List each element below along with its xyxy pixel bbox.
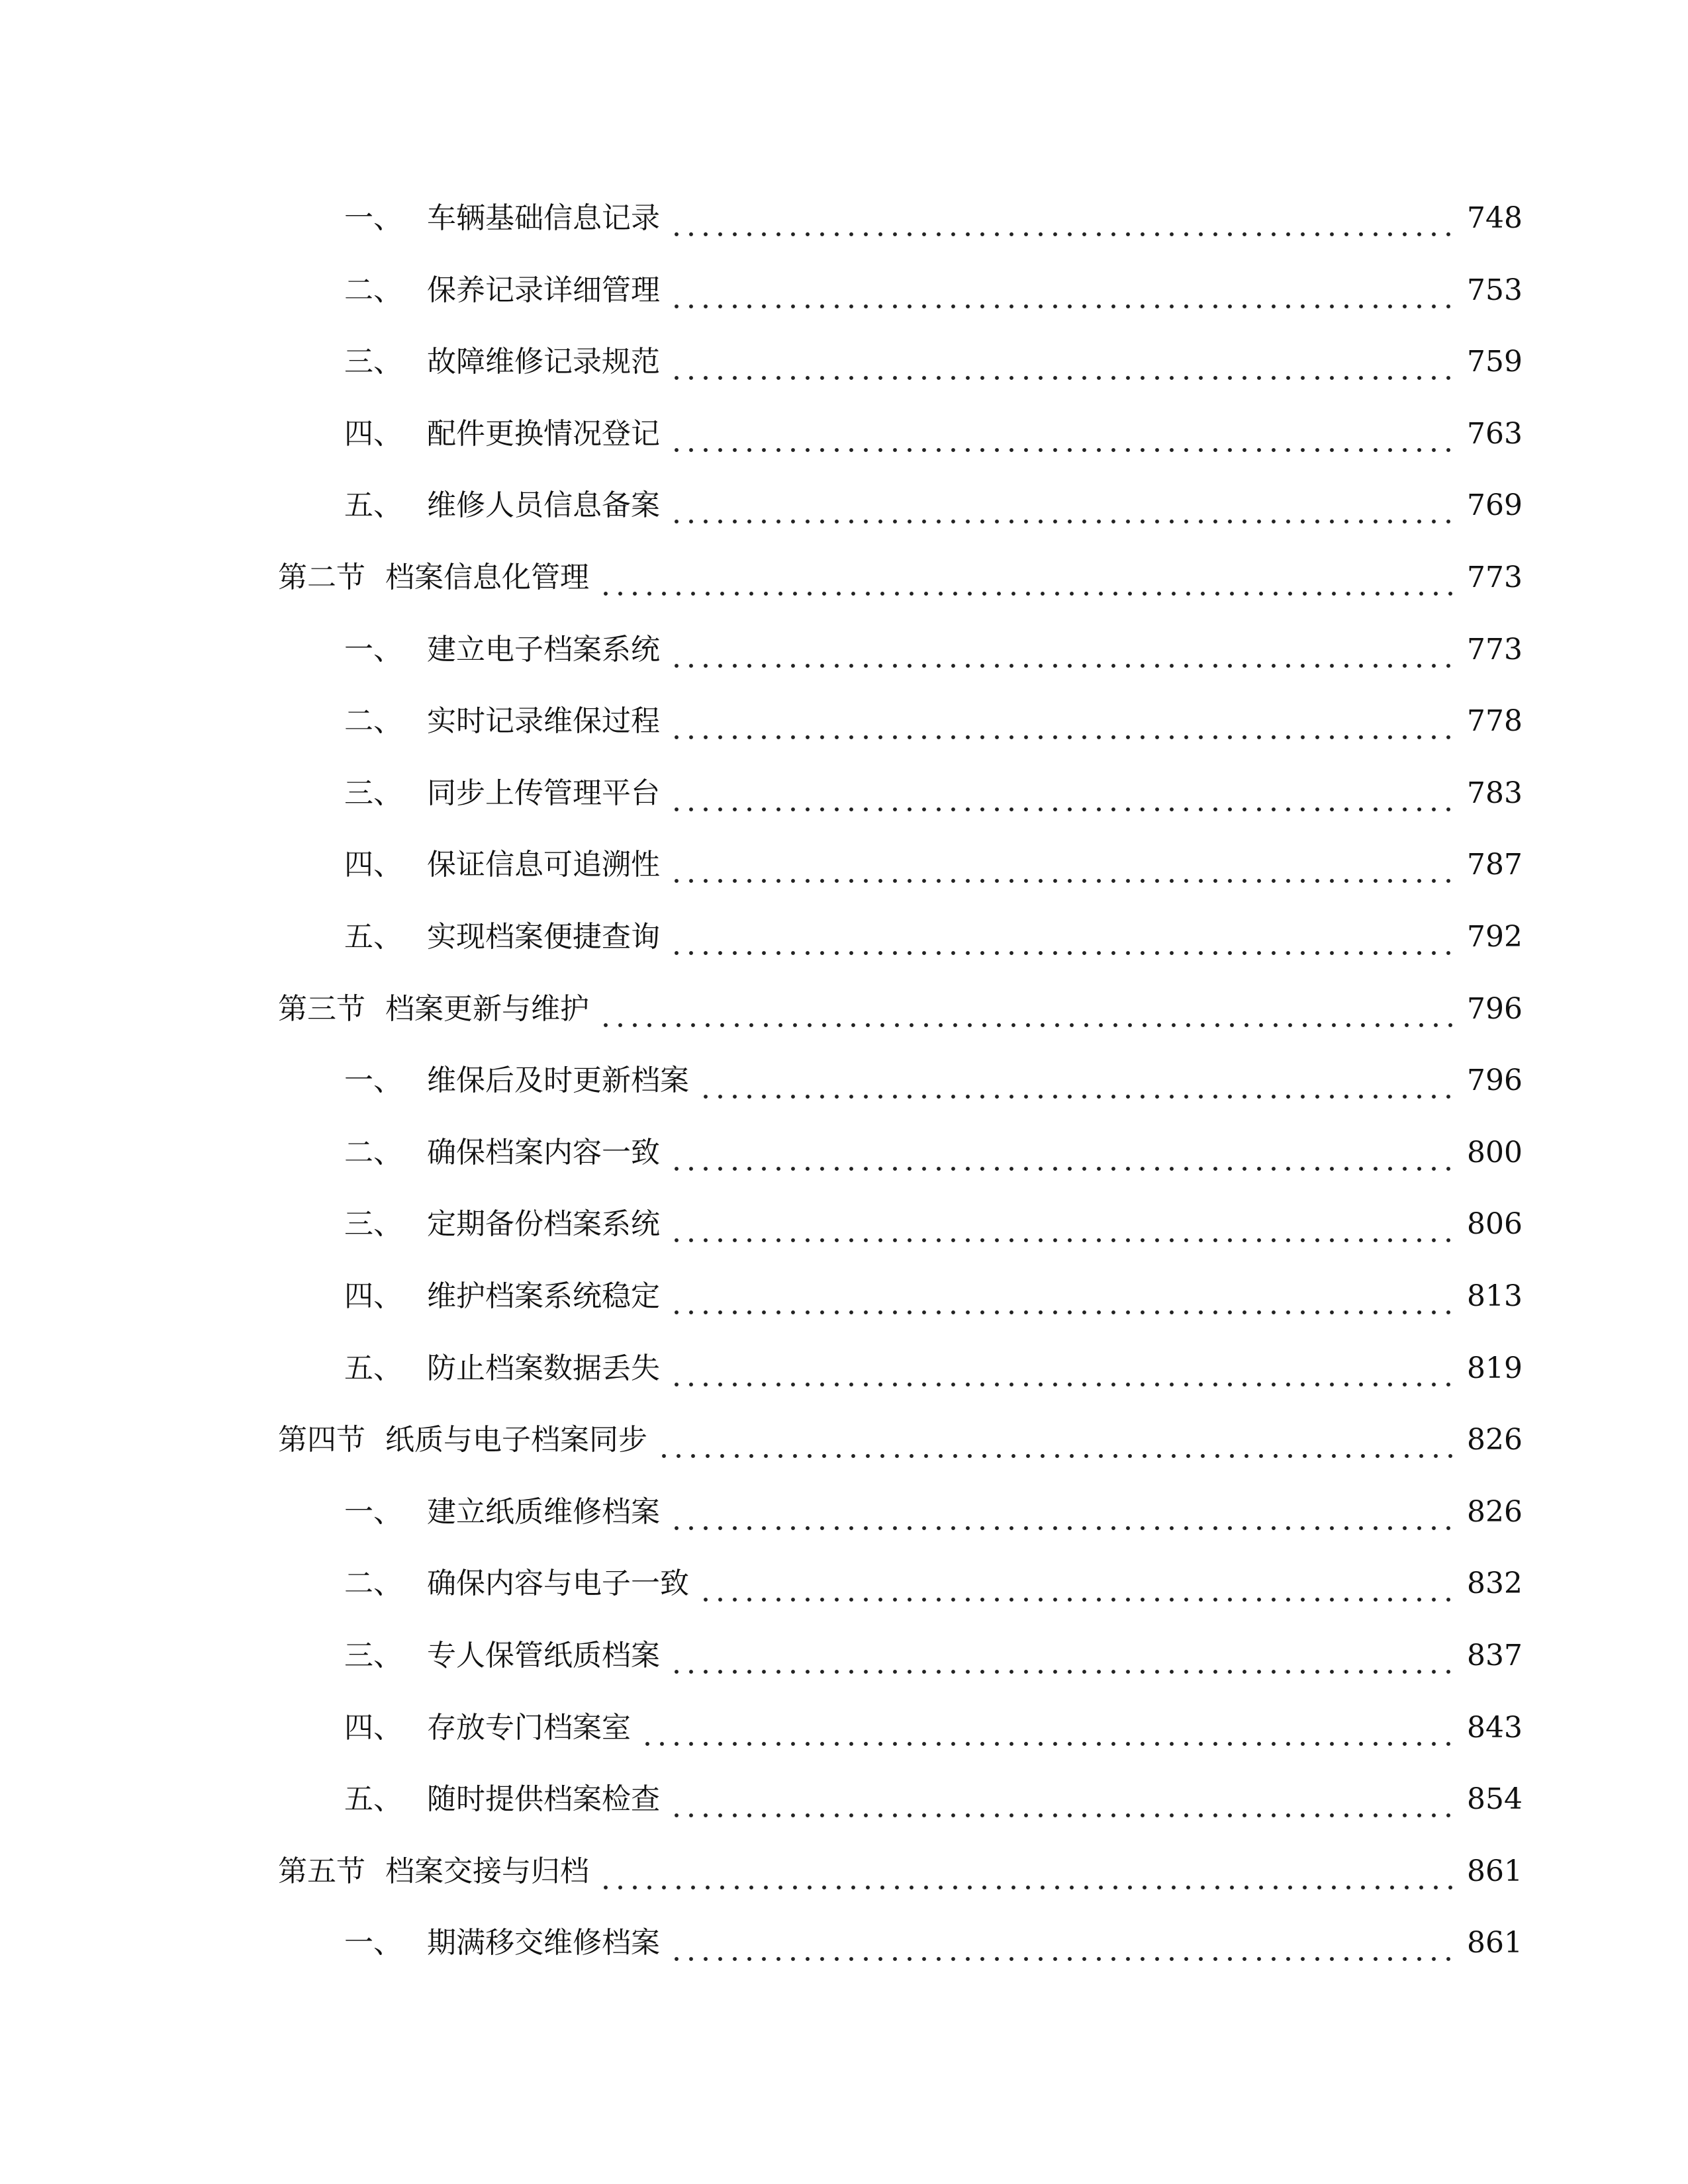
toc-entry-number: 四、 — [344, 416, 402, 451]
dot-leader — [640, 1705, 1455, 1751]
toc-subsection-entry[interactable] — [344, 1489, 1523, 1535]
toc-page-number: 748 — [1467, 201, 1523, 235]
toc-page-number: 800 — [1467, 1135, 1523, 1169]
toc-entry-number: 一、 — [344, 1494, 402, 1529]
toc-subsection-entry[interactable] — [344, 267, 1523, 314]
toc-section-entry[interactable] — [278, 1417, 1523, 1463]
dot-leader — [669, 1920, 1455, 1966]
toc-subsection-entry[interactable] — [344, 482, 1523, 529]
toc-entry-title: 确保档案内容一致 — [427, 1135, 660, 1169]
toc-page-number: 843 — [1467, 1710, 1523, 1745]
dot-leader — [598, 986, 1455, 1032]
toc-page-number: 773 — [1467, 561, 1523, 594]
toc-entry-number: 五、 — [344, 1782, 402, 1817]
toc-subsection-entry[interactable] — [344, 1201, 1523, 1248]
toc-entry-title: 确保内容与电子一致 — [427, 1567, 689, 1601]
toc-entry-title: 实时记录维保过程 — [427, 704, 660, 739]
toc-subsection-entry[interactable] — [344, 1633, 1523, 1679]
toc-subsection-entry[interactable] — [344, 698, 1523, 745]
toc-page-number: 826 — [1467, 1423, 1523, 1457]
dot-leader — [669, 1273, 1455, 1320]
toc-entry-number: 四、 — [344, 1279, 402, 1313]
dot-leader — [698, 1561, 1455, 1607]
toc-entry-title: 保证信息可追溯性 — [427, 848, 660, 882]
toc-entry-number: 一、 — [344, 632, 402, 666]
toc-page-number: 796 — [1467, 991, 1523, 1026]
dot-leader — [669, 842, 1455, 888]
toc-subsection-entry[interactable] — [344, 1273, 1523, 1320]
dot-leader — [669, 914, 1455, 960]
dot-leader — [669, 1345, 1455, 1392]
toc-page-number: 837 — [1467, 1639, 1523, 1672]
toc-entry-number: 二、 — [344, 273, 402, 307]
toc-entry-title: 维修人员信息备案 — [427, 488, 660, 523]
dot-leader — [657, 1417, 1455, 1463]
dot-leader — [598, 1848, 1455, 1895]
dot-leader — [669, 411, 1455, 457]
toc-section-entry[interactable] — [278, 986, 1523, 1032]
toc-entry-title: 维保后及时更新档案 — [427, 1064, 689, 1098]
toc-entry-title: 建立电子档案系统 — [427, 632, 660, 666]
toc-entry-number: 三、 — [344, 1207, 402, 1242]
toc-entry-number: 三、 — [344, 1639, 402, 1672]
dot-leader — [698, 1058, 1455, 1104]
toc-subsection-entry[interactable] — [344, 1561, 1523, 1607]
toc-entry-number: 二、 — [344, 1135, 402, 1169]
toc-entry-title: 防止档案数据丢失 — [427, 1351, 660, 1385]
toc-entry-number: 四、 — [344, 1710, 402, 1745]
toc-section-entry[interactable] — [278, 1848, 1523, 1895]
toc-subsection-entry[interactable] — [344, 1345, 1523, 1392]
toc-entry-title: 保养记录详细管理 — [427, 273, 660, 307]
toc-entry-title: 期满移交维修档案 — [427, 1926, 660, 1960]
toc-subsection-entry[interactable] — [344, 1130, 1523, 1176]
toc-page-number: 819 — [1467, 1351, 1523, 1385]
toc-entry-title: 车辆基础信息记录 — [427, 201, 660, 235]
toc-subsection-entry[interactable] — [344, 914, 1523, 960]
toc-entry-number: 二、 — [344, 704, 402, 739]
dot-leader — [669, 1130, 1455, 1176]
toc-entry-title: 建立纸质维修档案 — [427, 1494, 660, 1529]
toc-subsection-entry[interactable] — [344, 1920, 1523, 1966]
toc-entry-number: 三、 — [344, 345, 402, 379]
toc-entry-number: 五、 — [344, 1351, 402, 1385]
toc-page-number: 832 — [1467, 1567, 1523, 1601]
dot-leader — [598, 555, 1455, 601]
dot-leader — [669, 195, 1455, 242]
toc-entry-number: 一、 — [344, 1926, 402, 1960]
toc-page-number: 854 — [1467, 1782, 1523, 1817]
toc-entry-title: 维护档案系统稳定 — [427, 1279, 660, 1313]
toc-subsection-entry[interactable] — [344, 1776, 1523, 1823]
toc-subsection-entry[interactable] — [344, 627, 1523, 673]
dot-leader — [669, 1201, 1455, 1248]
toc-page-number: 796 — [1467, 1064, 1523, 1098]
toc-page-number: 783 — [1467, 776, 1523, 810]
dot-leader — [669, 1776, 1455, 1823]
toc-page-number: 763 — [1467, 416, 1523, 451]
dot-leader — [669, 698, 1455, 745]
toc-page-number: 826 — [1467, 1494, 1523, 1529]
toc-entry-title: 定期备份档案系统 — [427, 1207, 660, 1242]
toc-page-number: 778 — [1467, 704, 1523, 739]
toc-entry-title: 专人保管纸质档案 — [427, 1639, 660, 1672]
toc-entry-title: 实现档案便捷查询 — [427, 920, 660, 954]
toc-entry-title: 档案信息化管理 — [385, 561, 589, 594]
toc-entry-title: 档案更新与维护 — [385, 991, 589, 1026]
toc-entry-title: 纸质与电子档案同步 — [385, 1423, 647, 1457]
dot-leader — [669, 339, 1455, 385]
toc-page-number: 773 — [1467, 632, 1523, 666]
toc-page-number: 813 — [1467, 1279, 1523, 1313]
dot-leader — [669, 267, 1455, 314]
toc-entry-number: 五、 — [344, 920, 402, 954]
toc-page-number: 806 — [1467, 1207, 1523, 1242]
toc-entry-title: 档案交接与归档 — [385, 1854, 589, 1888]
toc-entry-title: 同步上传管理平台 — [427, 776, 660, 810]
toc-page-number: 792 — [1467, 920, 1523, 954]
toc-entry-number: 第四节 — [278, 1423, 365, 1457]
toc-section-entry[interactable] — [278, 555, 1523, 601]
toc-page-number: 861 — [1467, 1926, 1523, 1960]
toc-subsection-entry[interactable] — [344, 1705, 1523, 1751]
toc-subsection-entry[interactable] — [344, 842, 1523, 888]
toc-entry-title: 存放专门档案室 — [427, 1710, 631, 1745]
toc-entry-number: 一、 — [344, 1064, 402, 1098]
toc-subsection-entry[interactable] — [344, 195, 1523, 242]
toc-entry-title: 配件更换情况登记 — [427, 416, 660, 451]
toc-entry-number: 第三节 — [278, 991, 365, 1026]
toc-page-number: 787 — [1467, 848, 1523, 882]
toc-subsection-entry[interactable] — [344, 1058, 1523, 1104]
dot-leader — [669, 1489, 1455, 1535]
dot-leader — [669, 482, 1455, 529]
dot-leader — [669, 627, 1455, 673]
toc-entry-number: 五、 — [344, 488, 402, 523]
toc-page-number: 753 — [1467, 273, 1523, 307]
toc-entry-number: 二、 — [344, 1567, 402, 1601]
toc-entry-title: 故障维修记录规范 — [427, 345, 660, 379]
toc-subsection-entry[interactable] — [344, 339, 1523, 385]
toc-subsection-entry[interactable] — [344, 770, 1523, 817]
toc-page-number: 769 — [1467, 488, 1523, 523]
toc-entry-title: 随时提供档案检查 — [427, 1782, 660, 1817]
toc-entry-number: 一、 — [344, 201, 402, 235]
toc-page-number: 759 — [1467, 345, 1523, 379]
dot-leader — [669, 770, 1455, 817]
toc-entry-number: 第五节 — [278, 1854, 365, 1888]
toc-subsection-entry[interactable] — [344, 411, 1523, 457]
dot-leader — [669, 1633, 1455, 1679]
toc-entry-number: 三、 — [344, 776, 402, 810]
toc-entry-number: 第二节 — [278, 561, 365, 594]
toc-entry-number: 四、 — [344, 848, 402, 882]
toc-page-number: 861 — [1467, 1854, 1523, 1888]
